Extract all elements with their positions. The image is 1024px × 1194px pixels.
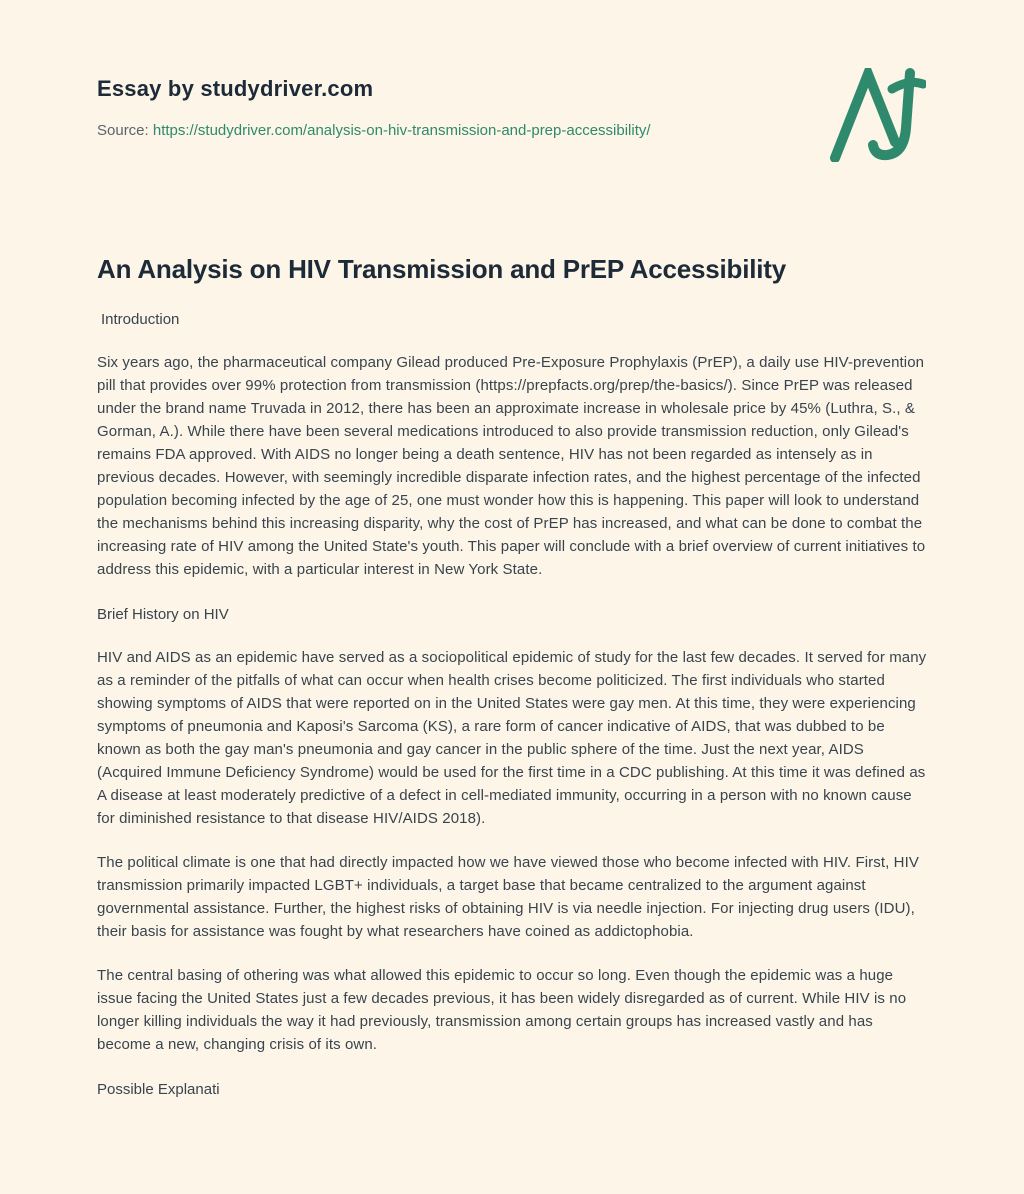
paragraph-othering: The central basing of othering was what allowed this epidemic to occur so long. Even though the epidemic was a huge issue facing the United States just a few decades previous, it has been widely disregarded as of current. While HIV is no longer killing individuals the way it had previously, transmission among certain groups has increased vastly and has become a new, changing crisis of its own. (97, 967, 907, 1053)
source-label: Source: (97, 122, 149, 139)
section-heading-brief-history: Brief History on HIV (97, 606, 229, 623)
source-url-link[interactable]: https://studydriver.com/analysis-on-hiv-transmission-and-prep-accessibility/ (152, 122, 651, 139)
paragraph-history: HIV and AIDS as an epidemic have served as a sociopolitical epidemic of study for the last few decades. It served for many as a reminder of the pitfalls of what can occur when health crises become politicized. The first individuals who started showing symptoms of AIDS that were reported on in the United States were gay men. At this time, they were experiencing symptoms of pneumonia and Kaposi's Sarcoma (KS), a rare form of cancer indicative of AIDS, that was dubbed to be known as both the gay man's pneumonia and gay cancer in the public sphere of the time. Just the next year, AIDS (Acquired Immune Deficiency Syndrome) would be used for the first time in a CDC publishing. At this time it was defined as A disease at least moderately predictive of a defect in cell-mediated immunity, occurring in a person with no known cause for diminished resistance to that disease HIV/AIDS 2018). (97, 649, 927, 827)
section-heading-introduction: Introduction (101, 311, 180, 328)
document-title: An Analysis on HIV Transmission and PrEP Accessibility (97, 254, 787, 284)
source-line (97, 122, 927, 140)
paragraph-intro: Six years ago, the pharmaceutical company Gilead produced Pre-Exposure Prophylaxis (PrEP), a daily use HIV-prevention pill that provides over 99% protection from transmission (https://prepfacts.org/prep/the-basics/). Since PrEP was released under the brand name Truvada in 2012, there has been an approximate increase in wholesale price by 45% (Luthra, S., & Gorman, A.). While there have been several medications introduced to also provide transmission reduction, only Gilead's remains FDA approved. With AIDS no longer being a death sentence, HIV has not been regarded as intensely as in previous decades. However, with seemingly incredible disparate infection rates, and the highest percentage of the infected population becoming infected by the age of 25, one must wonder how this is happening. This paper will look to understand the mechanisms behind this increasing disparity, why the cost of PrEP has increased, and what can be done to combat the increasing rate of HIV among the United State's youth. This paper will conclude with a brief overview of current initiatives to address this epidemic, with a particular interest in New York State. (97, 354, 926, 578)
section-heading-possible-explanations: Possible Explanati (97, 1081, 220, 1098)
studydriver-logo-icon (830, 68, 926, 162)
essay-byline: Essay by studydriver.com (97, 76, 374, 101)
paragraph-political-climate: The political climate is one that had directly impacted how we have viewed those who become infected with HIV. First, HIV transmission primarily impacted LGBT+ individuals, a target base that became centralized to the argument against governmental assistance. Further, the highest risks of obtaining HIV is via needle injection. For injecting drug users (IDU), their basis for assistance was fought by what researchers have coined as addictophobia. (97, 854, 919, 940)
